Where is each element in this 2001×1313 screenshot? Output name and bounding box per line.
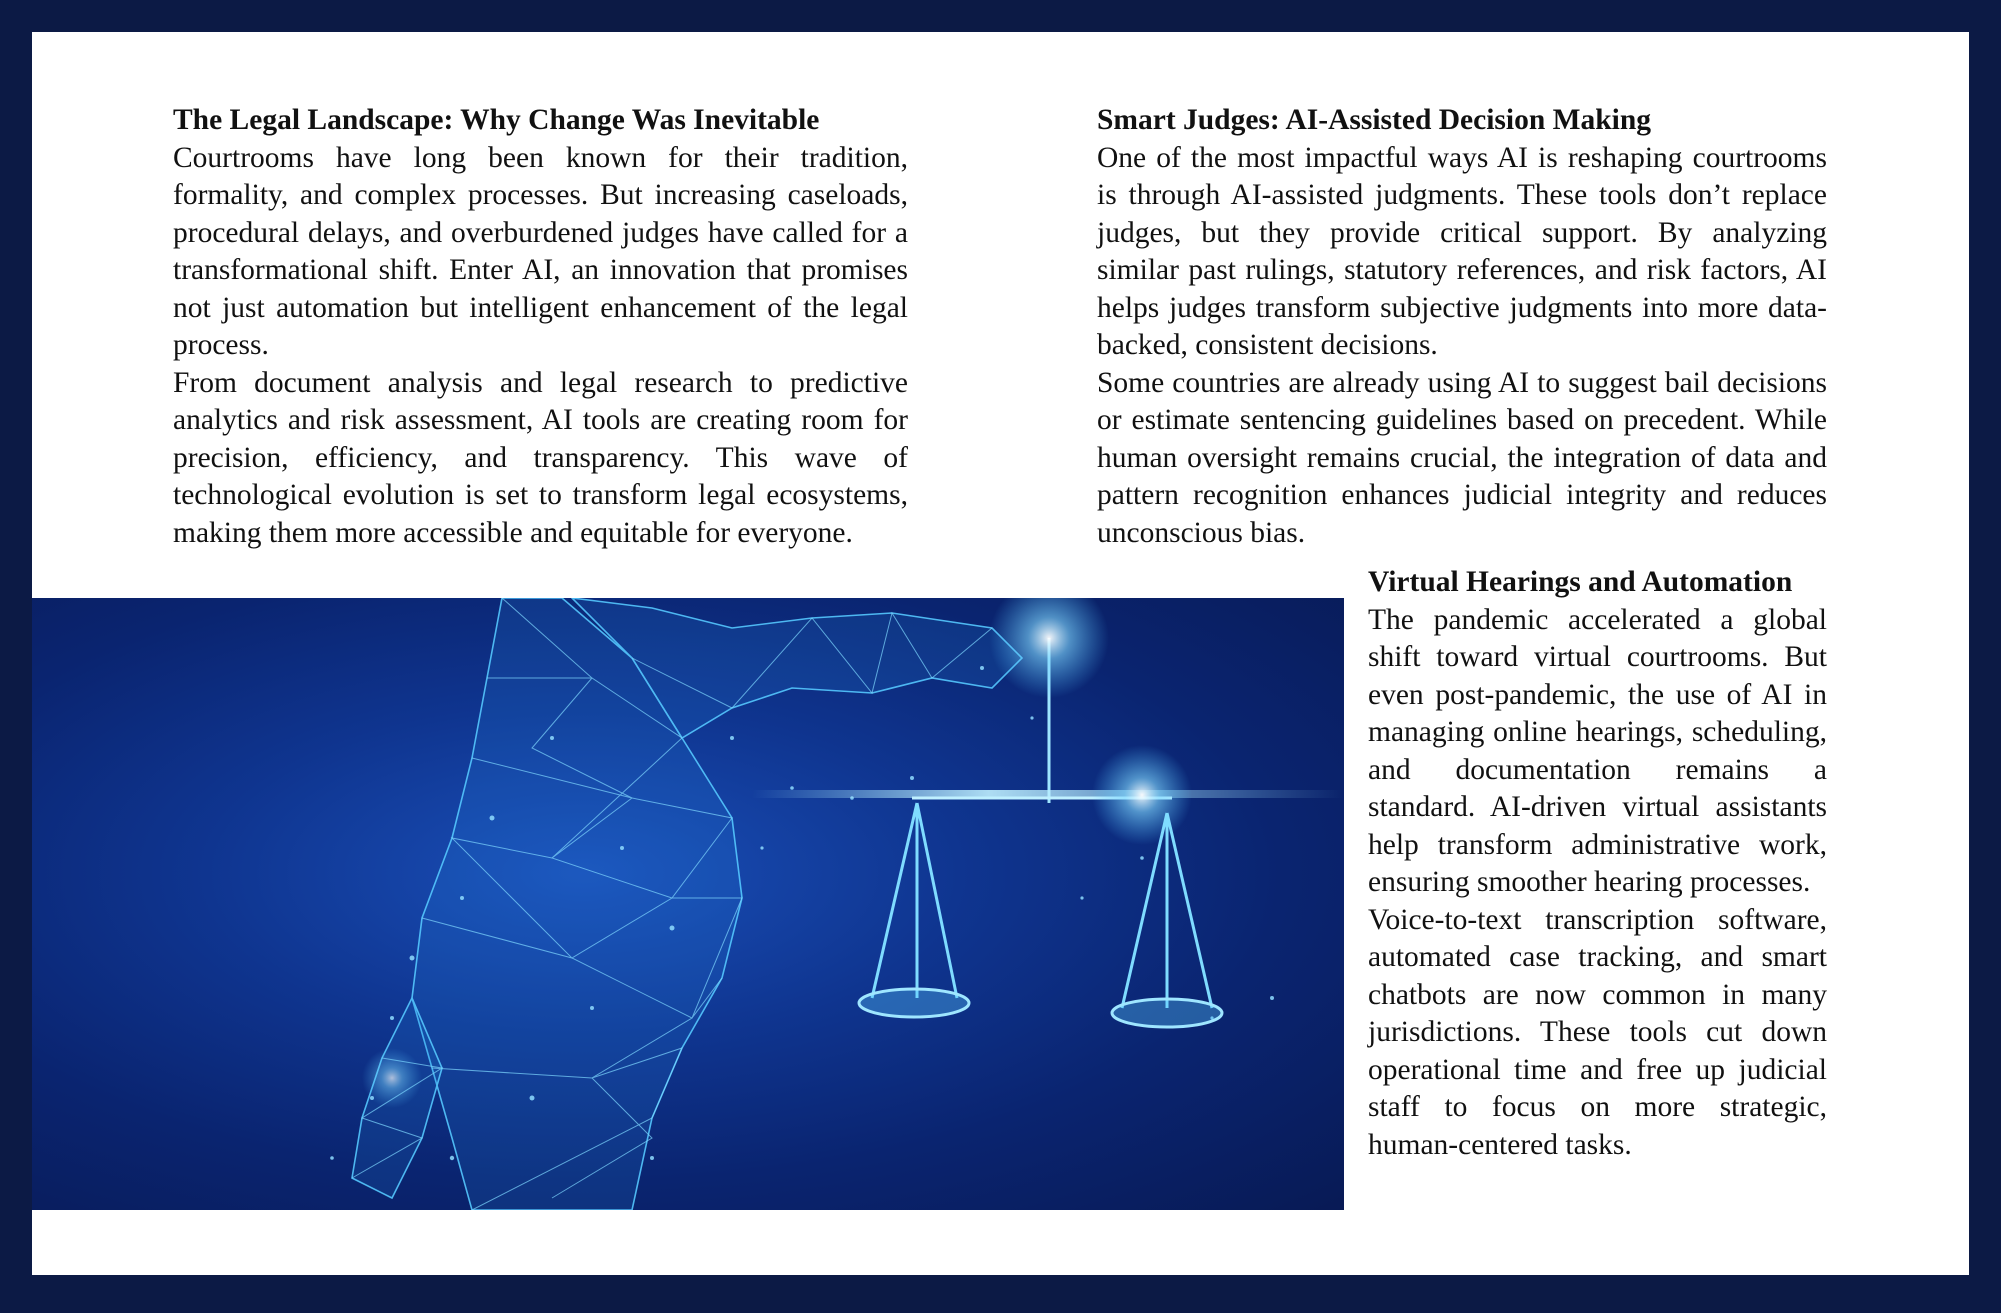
section-heading: The Legal Landscape: Why Change Was Inevitable bbox=[173, 104, 820, 136]
paragraph: Voice-to-text transcription software, automated case tracking, and smart chatbots are now common in many jurisdictions. These tools cut down operational time and free up judicial staff to focus on more strategic, human-centered tasks. bbox=[1368, 903, 1827, 1161]
paragraph: The pandemic accelerated a global shift toward virtual courtrooms. But even post-pandemic, the use of AI in managing online hearings, scheduling, and documentation remains a standard. AI-driven virtual assistants help transform administrative work, ensuring smoother hearing processes. bbox=[1368, 603, 1827, 898]
section-heading: Virtual Hearings and Automation bbox=[1368, 566, 1793, 598]
document-page bbox=[32, 32, 1969, 1275]
paragraph: Some countries are already using AI to suggest bail decisions or estimate sentencing guidelines based on precedent. While human oversight remains crucial, the integration of data and pattern recognition enhances judicial integrity and reduces unconscious bias. bbox=[1097, 366, 1827, 549]
scales-of-justice-icon bbox=[32, 598, 1344, 1210]
paragraph: Courtrooms have long been known for their tradition, formality, and complex processes. But increasing caseloads, procedural delays, and overburdened judges have called for a transformational shift. Enter AI, an innovation that promises not just automation but intelligent enhancement of the legal process. bbox=[173, 141, 908, 361]
lady-justice-illustration bbox=[32, 598, 1344, 1210]
paragraph: From document analysis and legal research to predictive analytics and risk assessment, AI tools are creating room for precision, efficiency, and transparency. This wave of technological evolution is set to transform legal ecosystems, making them more accessible and equitable for everyone. bbox=[173, 366, 908, 549]
section-smart-judges bbox=[1097, 102, 1827, 552]
section-legal-landscape bbox=[173, 102, 908, 552]
paragraph: One of the most impactful ways AI is reshaping courtrooms is through AI-assisted judgments. These tools don’t replace judges, but they provide critical support. By analyzing similar past rulings, statutory references, and risk factors, AI helps judges transform subjective judgments into more data-backed, consistent decisions. bbox=[1097, 141, 1827, 361]
section-heading: Smart Judges: AI-Assisted Decision Making bbox=[1097, 104, 1651, 136]
section-virtual-hearings bbox=[1368, 564, 1827, 1164]
